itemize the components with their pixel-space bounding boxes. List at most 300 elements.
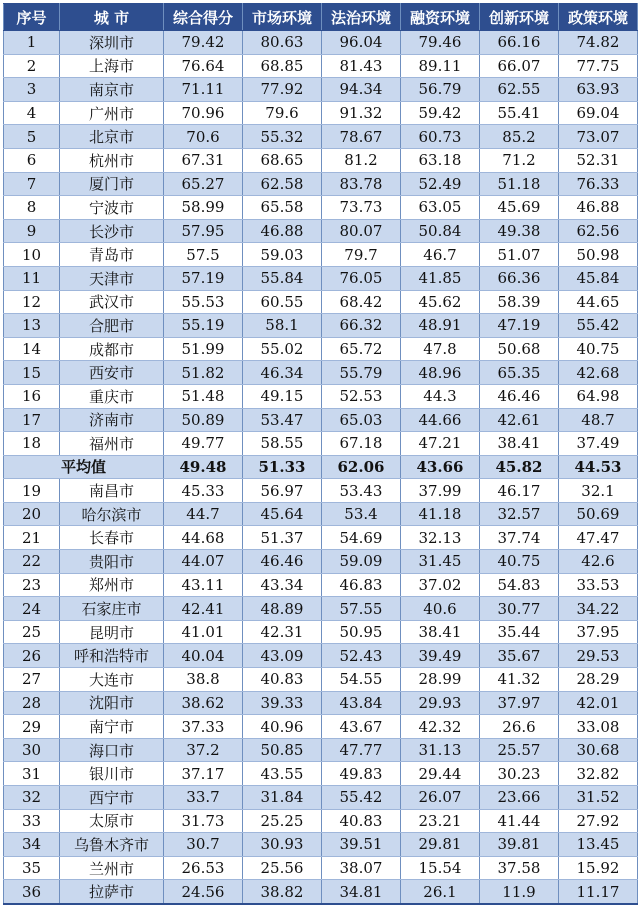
table-row	[4, 31, 638, 55]
financing-cell: 23.21	[401, 809, 480, 833]
legal-cell: 55.42	[322, 786, 401, 810]
legal-cell: 96.04	[322, 31, 401, 55]
innovation-cell: 26.6	[480, 715, 559, 739]
rank-cell: 19	[4, 479, 60, 503]
overall-score-cell: 55.19	[164, 314, 243, 338]
policy-cell: 37.95	[559, 620, 638, 644]
market-cell: 43.55	[243, 762, 322, 786]
rank-cell: 8	[4, 196, 60, 220]
overall-score-cell: 41.01	[164, 620, 243, 644]
rank-cell: 28	[4, 691, 60, 715]
overall-score-cell: 65.27	[164, 172, 243, 196]
rank-cell: 6	[4, 148, 60, 172]
market-cell: 25.25	[243, 809, 322, 833]
rank-cell: 35	[4, 856, 60, 880]
rank-cell: 18	[4, 432, 60, 456]
table-row	[4, 172, 638, 196]
table-row	[4, 880, 638, 904]
city-cell: 北京市	[60, 125, 164, 149]
financing-cell: 45.62	[401, 290, 480, 314]
innovation-cell: 41.44	[480, 809, 559, 833]
rank-cell: 34	[4, 833, 60, 857]
overall-score-cell: 76.64	[164, 54, 243, 78]
table-row	[4, 550, 638, 574]
city-cell: 上海市	[60, 54, 164, 78]
city-cell: 青岛市	[60, 243, 164, 267]
city-cell: 深圳市	[60, 31, 164, 55]
rank-cell: 27	[4, 668, 60, 692]
innovation-cell: 65.35	[480, 361, 559, 385]
overall-score-cell: 55.53	[164, 290, 243, 314]
city-cell: 南京市	[60, 78, 164, 102]
rank-cell: 32	[4, 786, 60, 810]
policy-cell: 52.31	[559, 148, 638, 172]
city-cell: 呼和浩特市	[60, 644, 164, 668]
city-cell: 哈尔滨市	[60, 502, 164, 526]
legal-cell: 76.05	[322, 266, 401, 290]
policy-cell: 74.82	[559, 31, 638, 55]
policy-cell: 64.98	[559, 384, 638, 408]
financing-cell: 56.79	[401, 78, 480, 102]
city-cell: 天津市	[60, 266, 164, 290]
market-cell: 80.63	[243, 31, 322, 55]
market-cell: 55.32	[243, 125, 322, 149]
market-cell: 46.88	[243, 219, 322, 243]
average-policy: 44.53	[559, 455, 638, 479]
overall-score-cell: 37.17	[164, 762, 243, 786]
financing-cell: 79.46	[401, 31, 480, 55]
overall-score-cell: 44.07	[164, 550, 243, 574]
city-cell: 武汉市	[60, 290, 164, 314]
city-cell: 长春市	[60, 526, 164, 550]
policy-cell: 34.22	[559, 597, 638, 621]
market-cell: 42.31	[243, 620, 322, 644]
innovation-cell: 40.75	[480, 550, 559, 574]
market-cell: 38.82	[243, 880, 322, 904]
table-row	[4, 101, 638, 125]
market-cell: 49.15	[243, 384, 322, 408]
city-cell: 太原市	[60, 809, 164, 833]
innovation-cell: 23.66	[480, 786, 559, 810]
city-cell: 银川市	[60, 762, 164, 786]
table-row	[4, 715, 638, 739]
market-cell: 68.85	[243, 54, 322, 78]
rank-cell: 15	[4, 361, 60, 385]
overall-score-cell: 50.89	[164, 408, 243, 432]
table-body	[4, 31, 638, 904]
financing-cell: 42.32	[401, 715, 480, 739]
city-cell: 济南市	[60, 408, 164, 432]
table-row	[4, 361, 638, 385]
policy-cell: 42.6	[559, 550, 638, 574]
market-cell: 77.92	[243, 78, 322, 102]
rank-cell: 2	[4, 54, 60, 78]
financing-cell: 44.3	[401, 384, 480, 408]
overall-score-cell: 57.19	[164, 266, 243, 290]
average-innovation: 45.82	[480, 455, 559, 479]
financing-cell: 63.05	[401, 196, 480, 220]
financing-cell: 40.6	[401, 597, 480, 621]
innovation-cell: 32.57	[480, 502, 559, 526]
rank-cell: 17	[4, 408, 60, 432]
average-market: 51.33	[243, 455, 322, 479]
rank-cell: 10	[4, 243, 60, 267]
overall-score-cell: 58.99	[164, 196, 243, 220]
financing-cell: 59.42	[401, 101, 480, 125]
innovation-cell: 47.19	[480, 314, 559, 338]
city-cell: 西安市	[60, 361, 164, 385]
market-cell: 46.34	[243, 361, 322, 385]
rank-cell: 16	[4, 384, 60, 408]
city-cell: 长沙市	[60, 219, 164, 243]
innovation-cell: 25.57	[480, 738, 559, 762]
innovation-cell: 71.2	[480, 148, 559, 172]
financing-cell: 31.13	[401, 738, 480, 762]
legal-cell: 46.83	[322, 573, 401, 597]
header-innovation-environment: 创新环境	[480, 4, 559, 31]
table-row	[4, 290, 638, 314]
policy-cell: 50.69	[559, 502, 638, 526]
financing-cell: 29.44	[401, 762, 480, 786]
rank-cell: 1	[4, 31, 60, 55]
financing-cell: 29.81	[401, 833, 480, 857]
rank-cell: 11	[4, 266, 60, 290]
legal-cell: 50.95	[322, 620, 401, 644]
market-cell: 68.65	[243, 148, 322, 172]
legal-cell: 68.42	[322, 290, 401, 314]
policy-cell: 13.45	[559, 833, 638, 857]
overall-score-cell: 40.04	[164, 644, 243, 668]
policy-cell: 30.68	[559, 738, 638, 762]
rank-cell: 31	[4, 762, 60, 786]
legal-cell: 66.32	[322, 314, 401, 338]
table-row	[4, 620, 638, 644]
market-cell: 51.37	[243, 526, 322, 550]
table-row	[4, 125, 638, 149]
overall-score-cell: 44.68	[164, 526, 243, 550]
innovation-cell: 54.83	[480, 573, 559, 597]
policy-cell: 37.49	[559, 432, 638, 456]
market-cell: 56.97	[243, 479, 322, 503]
innovation-cell: 85.2	[480, 125, 559, 149]
financing-cell: 47.21	[401, 432, 480, 456]
legal-cell: 83.78	[322, 172, 401, 196]
overall-score-cell: 37.33	[164, 715, 243, 739]
legal-cell: 59.09	[322, 550, 401, 574]
overall-score-cell: 30.7	[164, 833, 243, 857]
city-cell: 厦门市	[60, 172, 164, 196]
policy-cell: 29.53	[559, 644, 638, 668]
financing-cell: 44.66	[401, 408, 480, 432]
rank-cell: 7	[4, 172, 60, 196]
financing-cell: 26.07	[401, 786, 480, 810]
policy-cell: 27.92	[559, 809, 638, 833]
innovation-cell: 66.16	[480, 31, 559, 55]
innovation-cell: 46.46	[480, 384, 559, 408]
innovation-cell: 45.69	[480, 196, 559, 220]
legal-cell: 38.07	[322, 856, 401, 880]
policy-cell: 50.98	[559, 243, 638, 267]
legal-cell: 67.18	[322, 432, 401, 456]
overall-score-cell: 51.48	[164, 384, 243, 408]
market-cell: 55.02	[243, 337, 322, 361]
table-row	[4, 148, 638, 172]
policy-cell: 77.75	[559, 54, 638, 78]
table-row	[4, 762, 638, 786]
legal-cell: 80.07	[322, 219, 401, 243]
average-row	[4, 455, 638, 479]
table-row	[4, 833, 638, 857]
innovation-cell: 66.07	[480, 54, 559, 78]
market-cell: 48.89	[243, 597, 322, 621]
policy-cell: 33.53	[559, 573, 638, 597]
market-cell: 25.56	[243, 856, 322, 880]
market-cell: 65.58	[243, 196, 322, 220]
financing-cell: 28.99	[401, 668, 480, 692]
financing-cell: 41.85	[401, 266, 480, 290]
innovation-cell: 30.77	[480, 597, 559, 621]
market-cell: 31.84	[243, 786, 322, 810]
city-cell: 郑州市	[60, 573, 164, 597]
financing-cell: 50.84	[401, 219, 480, 243]
overall-score-cell: 37.2	[164, 738, 243, 762]
header-row	[4, 4, 638, 31]
policy-cell: 31.52	[559, 786, 638, 810]
city-cell: 大连市	[60, 668, 164, 692]
city-cell: 福州市	[60, 432, 164, 456]
header-overall-score: 综合得分	[164, 4, 243, 31]
table-row	[4, 54, 638, 78]
city-cell: 乌鲁木齐市	[60, 833, 164, 857]
innovation-cell: 62.55	[480, 78, 559, 102]
policy-cell: 11.17	[559, 880, 638, 904]
policy-cell: 32.82	[559, 762, 638, 786]
legal-cell: 53.43	[322, 479, 401, 503]
market-cell: 79.6	[243, 101, 322, 125]
policy-cell: 32.1	[559, 479, 638, 503]
header-rank: 序号	[4, 4, 60, 31]
policy-cell: 40.75	[559, 337, 638, 361]
table-row	[4, 196, 638, 220]
policy-cell: 55.42	[559, 314, 638, 338]
city-cell: 西宁市	[60, 786, 164, 810]
city-cell: 宁波市	[60, 196, 164, 220]
innovation-cell: 30.23	[480, 762, 559, 786]
legal-cell: 47.77	[322, 738, 401, 762]
rank-cell: 26	[4, 644, 60, 668]
rank-cell: 21	[4, 526, 60, 550]
average-financing: 43.66	[401, 455, 480, 479]
innovation-cell: 37.97	[480, 691, 559, 715]
innovation-cell: 51.07	[480, 243, 559, 267]
header-city: 城 市	[60, 4, 164, 31]
policy-cell: 63.93	[559, 78, 638, 102]
overall-score-cell: 38.62	[164, 691, 243, 715]
city-cell: 贵阳市	[60, 550, 164, 574]
policy-cell: 44.65	[559, 290, 638, 314]
market-cell: 55.84	[243, 266, 322, 290]
overall-score-cell: 57.5	[164, 243, 243, 267]
table-row	[4, 384, 638, 408]
overall-score-cell: 71.11	[164, 78, 243, 102]
table-row	[4, 856, 638, 880]
innovation-cell: 46.17	[480, 479, 559, 503]
legal-cell: 57.55	[322, 597, 401, 621]
innovation-cell: 37.74	[480, 526, 559, 550]
table-row	[4, 809, 638, 833]
rank-cell: 29	[4, 715, 60, 739]
market-cell: 40.96	[243, 715, 322, 739]
financing-cell: 32.13	[401, 526, 480, 550]
financing-cell: 48.96	[401, 361, 480, 385]
city-cell: 海口市	[60, 738, 164, 762]
innovation-cell: 50.68	[480, 337, 559, 361]
financing-cell: 47.8	[401, 337, 480, 361]
overall-score-cell: 44.7	[164, 502, 243, 526]
header-legal-environment: 法治环境	[322, 4, 401, 31]
financing-cell: 41.18	[401, 502, 480, 526]
overall-score-cell: 70.6	[164, 125, 243, 149]
table-row	[4, 786, 638, 810]
overall-score-cell: 70.96	[164, 101, 243, 125]
table-row	[4, 314, 638, 338]
table-row	[4, 479, 638, 503]
average-label: 平均值	[4, 455, 164, 479]
legal-cell: 79.7	[322, 243, 401, 267]
table-row	[4, 243, 638, 267]
overall-score-cell: 49.77	[164, 432, 243, 456]
table-row	[4, 644, 638, 668]
market-cell: 60.55	[243, 290, 322, 314]
overall-score-cell: 45.33	[164, 479, 243, 503]
overall-score-cell: 24.56	[164, 880, 243, 904]
financing-cell: 48.91	[401, 314, 480, 338]
innovation-cell: 37.58	[480, 856, 559, 880]
legal-cell: 65.03	[322, 408, 401, 432]
table-row	[4, 573, 638, 597]
market-cell: 45.64	[243, 502, 322, 526]
rank-cell: 30	[4, 738, 60, 762]
city-cell: 重庆市	[60, 384, 164, 408]
policy-cell: 15.92	[559, 856, 638, 880]
city-cell: 兰州市	[60, 856, 164, 880]
rank-cell: 24	[4, 597, 60, 621]
financing-cell: 38.41	[401, 620, 480, 644]
legal-cell: 40.83	[322, 809, 401, 833]
legal-cell: 53.4	[322, 502, 401, 526]
table-row	[4, 526, 638, 550]
table-row	[4, 691, 638, 715]
legal-cell: 43.67	[322, 715, 401, 739]
legal-cell: 52.43	[322, 644, 401, 668]
overall-score-cell: 51.82	[164, 361, 243, 385]
policy-cell: 28.29	[559, 668, 638, 692]
city-business-environment-table-container	[3, 3, 637, 905]
rank-cell: 13	[4, 314, 60, 338]
legal-cell: 81.43	[322, 54, 401, 78]
average-overall-score: 49.48	[164, 455, 243, 479]
average-legal: 62.06	[322, 455, 401, 479]
financing-cell: 60.73	[401, 125, 480, 149]
policy-cell: 47.47	[559, 526, 638, 550]
financing-cell: 52.49	[401, 172, 480, 196]
rank-cell: 14	[4, 337, 60, 361]
overall-score-cell: 57.95	[164, 219, 243, 243]
city-cell: 广州市	[60, 101, 164, 125]
rank-cell: 33	[4, 809, 60, 833]
legal-cell: 34.81	[322, 880, 401, 904]
market-cell: 43.09	[243, 644, 322, 668]
table-row	[4, 337, 638, 361]
table-row	[4, 502, 638, 526]
table-row	[4, 408, 638, 432]
market-cell: 58.55	[243, 432, 322, 456]
legal-cell: 55.79	[322, 361, 401, 385]
financing-cell: 26.1	[401, 880, 480, 904]
overall-score-cell: 51.99	[164, 337, 243, 361]
financing-cell: 39.49	[401, 644, 480, 668]
legal-cell: 91.32	[322, 101, 401, 125]
policy-cell: 42.01	[559, 691, 638, 715]
policy-cell: 48.7	[559, 408, 638, 432]
innovation-cell: 35.67	[480, 644, 559, 668]
city-cell: 昆明市	[60, 620, 164, 644]
rank-cell: 25	[4, 620, 60, 644]
legal-cell: 94.34	[322, 78, 401, 102]
market-cell: 62.58	[243, 172, 322, 196]
legal-cell: 81.2	[322, 148, 401, 172]
rank-cell: 23	[4, 573, 60, 597]
table-row	[4, 432, 638, 456]
rank-cell: 12	[4, 290, 60, 314]
policy-cell: 46.88	[559, 196, 638, 220]
market-cell: 39.33	[243, 691, 322, 715]
financing-cell: 15.54	[401, 856, 480, 880]
city-cell: 拉萨市	[60, 880, 164, 904]
overall-score-cell: 67.31	[164, 148, 243, 172]
overall-score-cell: 33.7	[164, 786, 243, 810]
legal-cell: 65.72	[322, 337, 401, 361]
policy-cell: 73.07	[559, 125, 638, 149]
city-cell: 成都市	[60, 337, 164, 361]
legal-cell: 39.51	[322, 833, 401, 857]
city-business-environment-table	[3, 3, 638, 905]
policy-cell: 62.56	[559, 219, 638, 243]
table-row	[4, 78, 638, 102]
market-cell: 50.85	[243, 738, 322, 762]
header-market-environment: 市场环境	[243, 4, 322, 31]
overall-score-cell: 79.42	[164, 31, 243, 55]
rank-cell: 9	[4, 219, 60, 243]
financing-cell: 46.7	[401, 243, 480, 267]
market-cell: 53.47	[243, 408, 322, 432]
rank-cell: 22	[4, 550, 60, 574]
city-cell: 南宁市	[60, 715, 164, 739]
innovation-cell: 39.81	[480, 833, 559, 857]
innovation-cell: 41.32	[480, 668, 559, 692]
table-row	[4, 738, 638, 762]
market-cell: 43.34	[243, 573, 322, 597]
market-cell: 40.83	[243, 668, 322, 692]
rank-cell: 4	[4, 101, 60, 125]
innovation-cell: 35.44	[480, 620, 559, 644]
rank-cell: 20	[4, 502, 60, 526]
city-cell: 沈阳市	[60, 691, 164, 715]
header-financing-environment: 融资环境	[401, 4, 480, 31]
legal-cell: 54.55	[322, 668, 401, 692]
rank-cell: 5	[4, 125, 60, 149]
innovation-cell: 58.39	[480, 290, 559, 314]
